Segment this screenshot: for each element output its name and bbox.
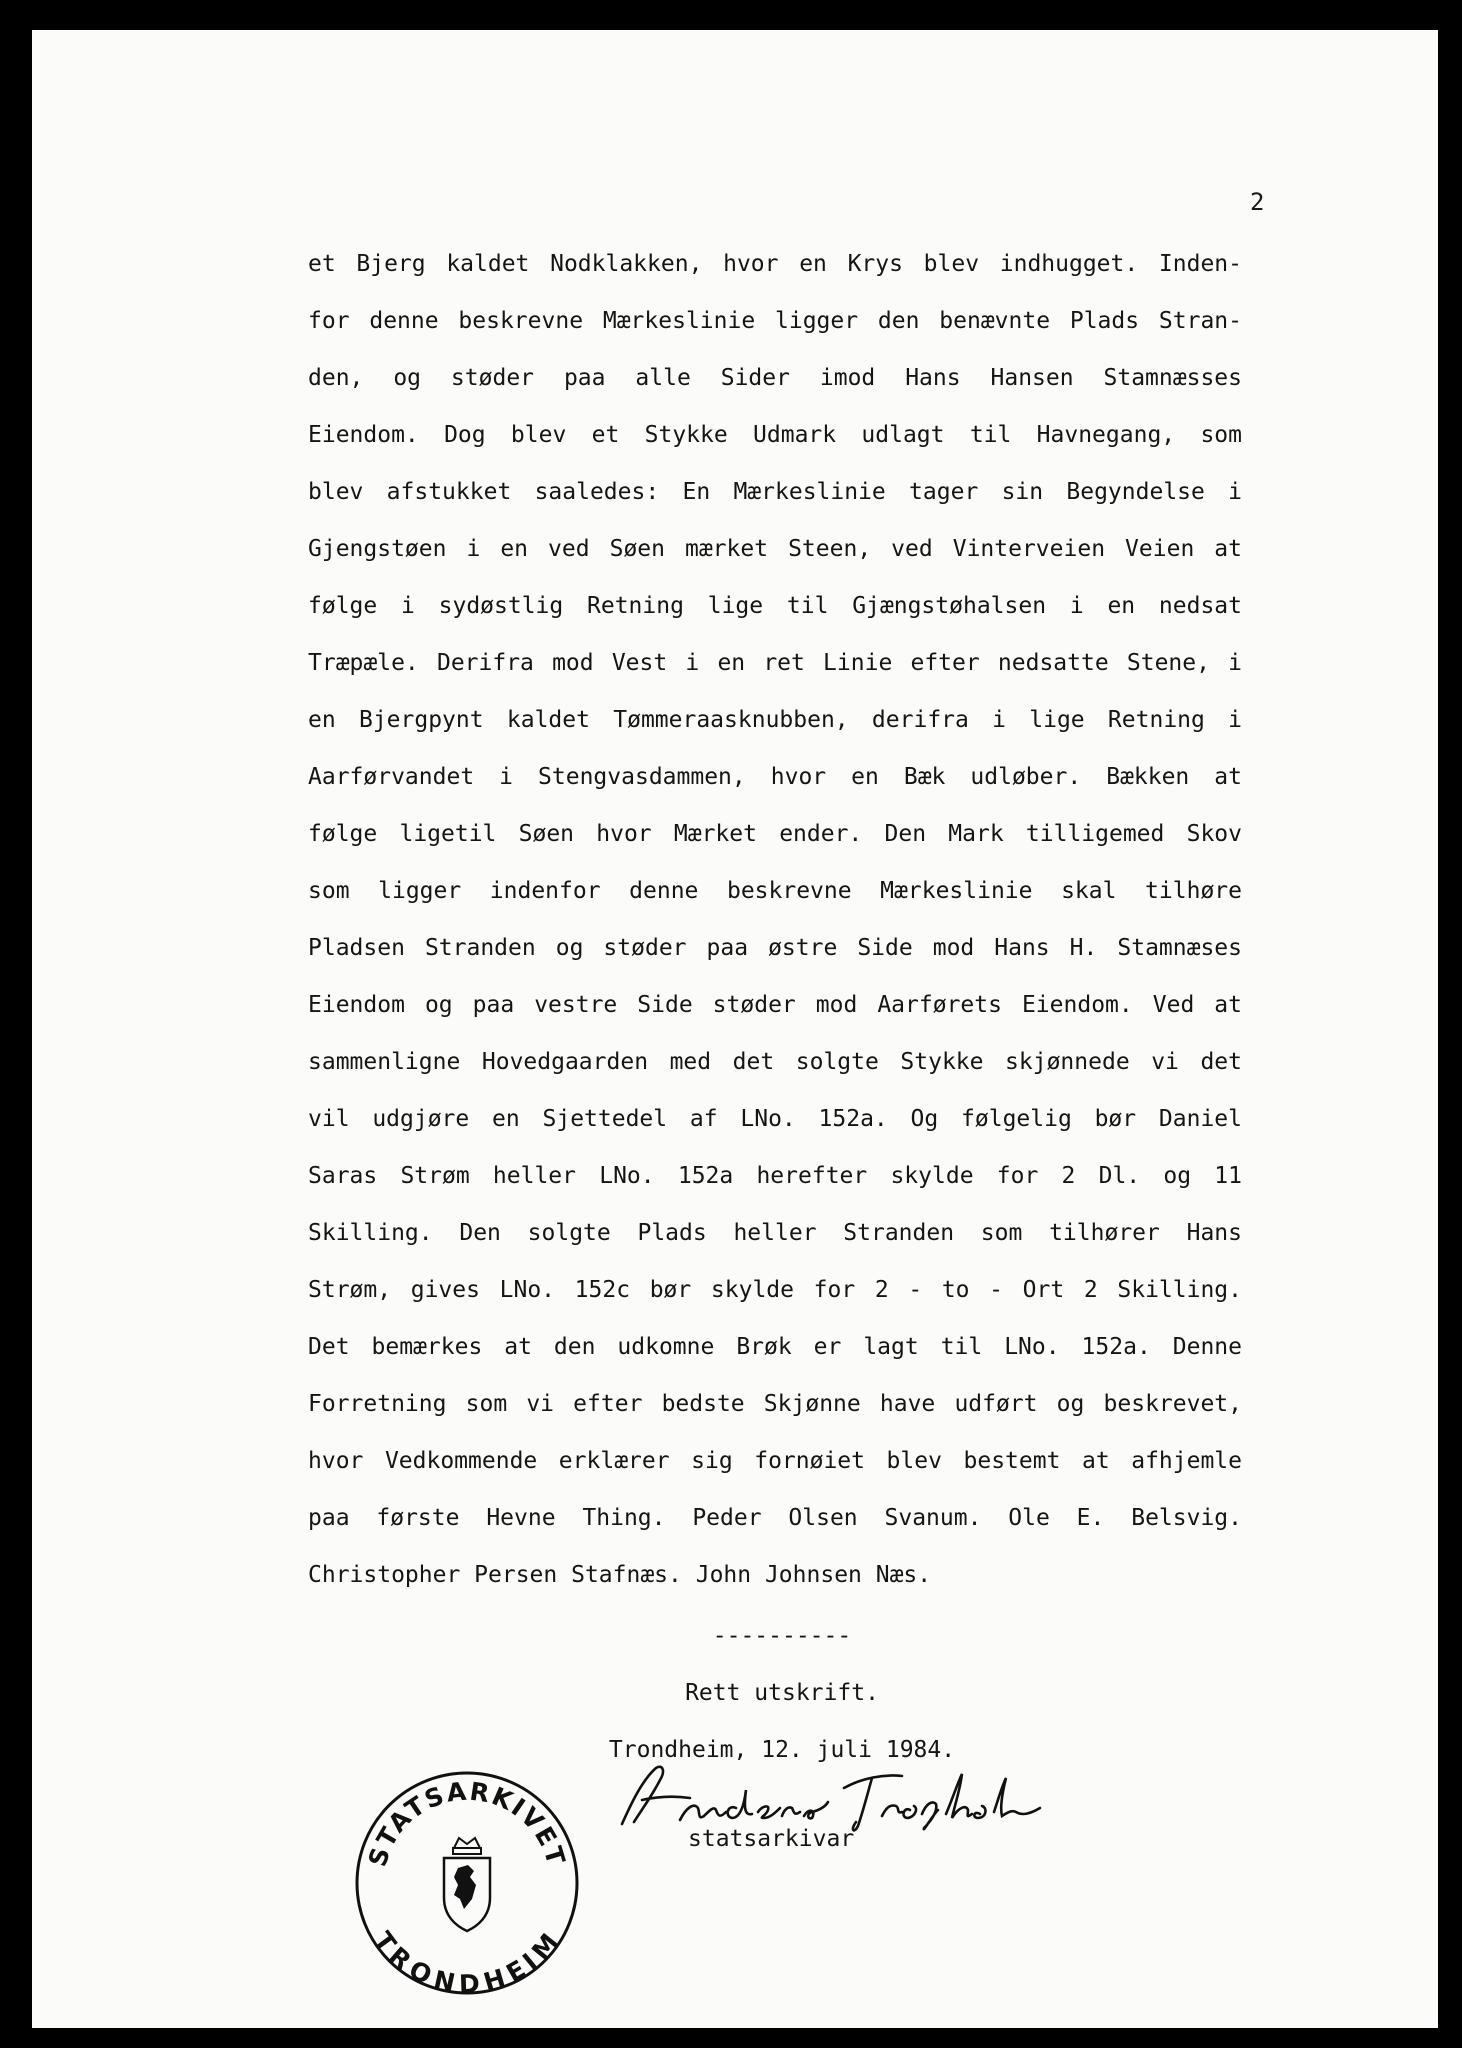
text-line: Pladsen Stranden og støder paa østre Side mod Hans H. Stamnæses xyxy=(308,935,1242,961)
text-line: Christopher Persen Stafnæs. John Johnsen Næs. xyxy=(308,1562,932,1588)
text-line: Saras Strøm heller LNo. 152a herefter skylde for 2 Dl. og 11 xyxy=(308,1163,1242,1189)
text-line: en Bjergpynt kaldet Tømmeraasknubben, derifra i lige Retning i xyxy=(308,707,1242,733)
signatory-title: statsarkivar xyxy=(688,1826,855,1852)
text-line: Eiendom. Dog blev et Stykke Udmark udlagt til Havnegang, som xyxy=(308,422,1242,448)
text-line: følge i sydøstlig Retning lige til Gjængstøhalsen i en nedsat xyxy=(308,593,1242,619)
svg-text:STATSARKIVET xyxy=(363,1776,571,1869)
text-line: Aarførvandet i Stengvasdammen, hvor en Bæk udløber. Bækken at xyxy=(308,764,1242,790)
text-line: Eiendom og paa vestre Side støder mod Aarførets Eiendom. Ved at xyxy=(308,992,1242,1018)
text-line: den, og støder paa alle Sider imod Hans Hansen Stamnæsses xyxy=(308,365,1242,391)
text-line: følge ligetil Søen hvor Mærket ender. Den Mark tilligemed Skov xyxy=(308,821,1242,847)
text-line: sammenligne Hovedgaarden med det solgte Stykke skjønnede vi det xyxy=(308,1049,1242,1075)
text-line: paa første Hevne Thing. Peder Olsen Svanum. Ole E. Belsvig. xyxy=(308,1505,1242,1531)
text-line: blev afstukket saaledes: En Mærkeslinie tager sin Begyndelse i xyxy=(308,479,1242,505)
text-line: som ligger indenfor denne beskrevne Mærkeslinie skal tilhøre xyxy=(308,878,1242,904)
certification-text: Rett utskrift. xyxy=(685,1680,879,1706)
text-line: for denne beskrevne Mærkeslinie ligger den benævnte Plads Stran- xyxy=(308,308,1242,334)
text-line: Skilling. Den solgte Plads heller Stranden som tilhører Hans xyxy=(308,1220,1242,1246)
text-line: Forretning som vi efter bedste Skjønne have udført og beskrevet, xyxy=(308,1391,1242,1417)
text-line: et Bjerg kaldet Nodklakken, hvor en Krys blev indhugget. Inden- xyxy=(308,251,1242,277)
text-line: Strøm, gives LNo. 152c bør skylde for 2 - to - Ort 2 Skilling. xyxy=(308,1277,1242,1303)
page-number: 2 xyxy=(1250,188,1265,216)
closing-block xyxy=(508,1608,1056,1779)
document-page xyxy=(32,30,1438,2028)
separator-line: ---------- xyxy=(712,1623,852,1649)
text-line: Træpæle. Derifra mod Vest i en ret Linie efter nedsatte Stene, i xyxy=(308,650,1242,676)
text-line: Gjengstøen i en ved Søen mærket Steen, ved Vinterveien Veien at xyxy=(308,536,1242,562)
stamp-bottom-text: TRONDHEIM xyxy=(368,1926,566,1996)
text-line: hvor Vedkommende erklærer sig fornøiet blev bestemt at afhjemle xyxy=(308,1448,1242,1474)
coat-of-arms-icon xyxy=(444,1838,490,1931)
place-date: Trondheim, 12. juli 1984. xyxy=(608,1737,956,1763)
document-body xyxy=(308,236,1242,1604)
archive-stamp xyxy=(354,1770,580,1996)
text-line: Det bemærkes at den udkomne Brøk er lagt til LNo. 152a. Denne xyxy=(308,1334,1242,1360)
stamp-top-text: STATSARKIVET xyxy=(362,1776,572,1870)
text-line: vil udgjøre en Sjettedel af LNo. 152a. Og følgelig bør Daniel xyxy=(308,1106,1242,1132)
svg-text:TRONDHEIM xyxy=(368,1926,565,1996)
